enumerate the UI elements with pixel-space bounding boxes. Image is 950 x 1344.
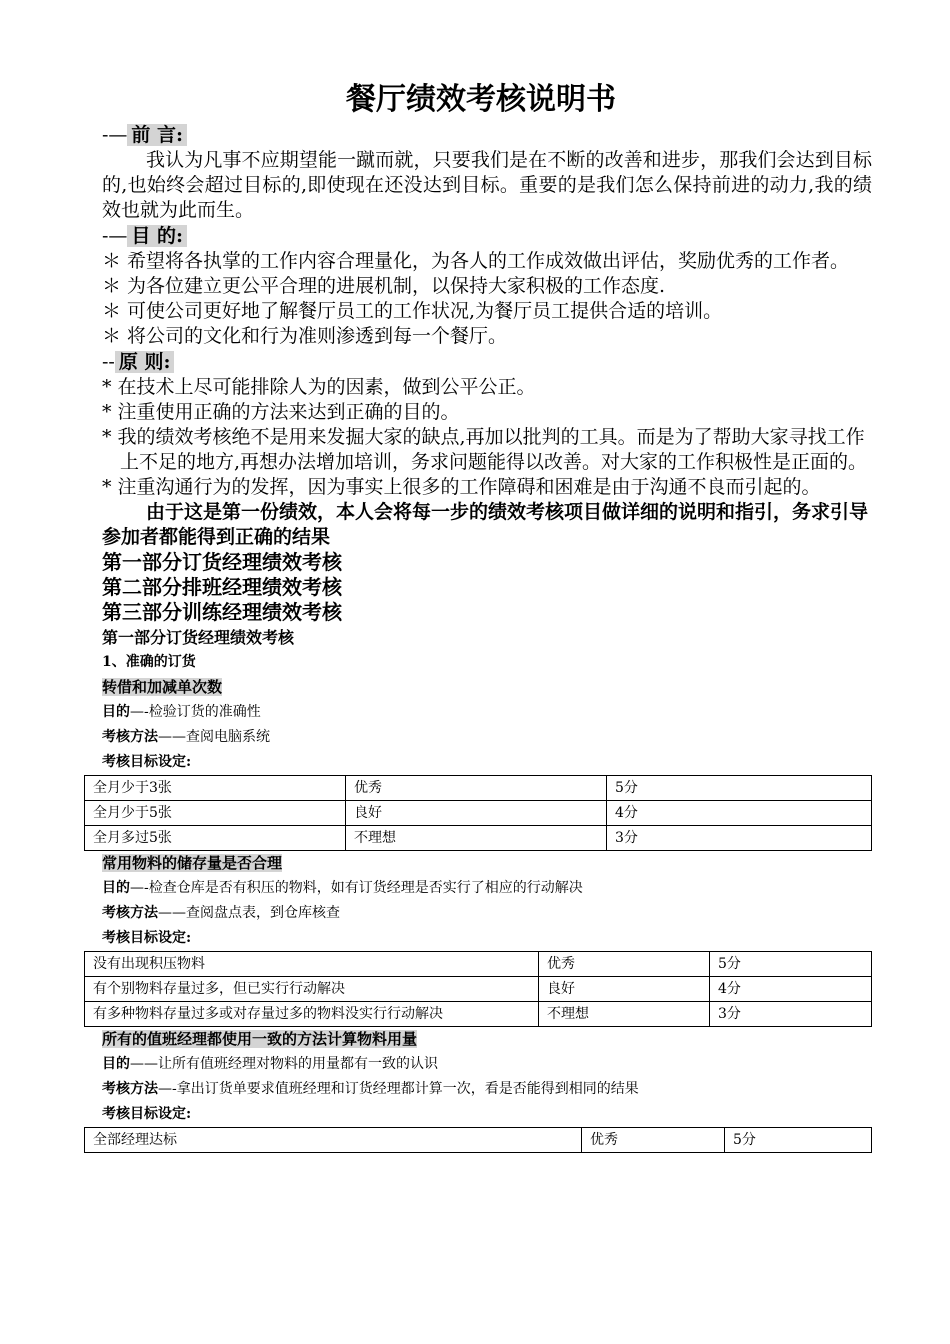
block-heading: 转借和加减单次数: [102, 678, 223, 696]
table-cell: 5分: [710, 952, 872, 977]
table-cell: 5分: [607, 776, 872, 801]
purpose-label: 目的: [102, 880, 130, 896]
preface-heading: [102, 122, 872, 148]
part-title: 第一部分订货经理绩效考核: [102, 550, 342, 574]
table-cell: 全月少于3张: [85, 776, 346, 801]
target-label: 考核目标设定:: [102, 930, 192, 946]
purpose-item: ＊ 希望将各执掌的工作内容合理量化，为各人的工作成效做出评估，奖励优秀的工作者。: [102, 250, 850, 272]
table-cell: 4分: [607, 801, 872, 826]
block-purpose: ——让所有值班经理对物料的用量都有一致的认识: [130, 1056, 438, 1072]
principle-item: * 在技术上尽可能排除人为的因素，做到公平公正。: [102, 376, 536, 398]
table-cell: 3分: [710, 1002, 872, 1027]
purpose-item: ＊ 为各位建立更公平合理的进展机制，以保持大家积极的工作态度.: [102, 275, 666, 297]
table-cell: 不理想: [346, 826, 607, 851]
block-method: ——查阅电脑系统: [158, 729, 270, 745]
score-table: [84, 951, 872, 1027]
purpose-heading: [102, 223, 872, 249]
purpose-label: 目的: [102, 1056, 130, 1072]
page-title: 餐厅绩效考核说明书: [346, 82, 616, 117]
table-cell: 没有出现积压物料: [85, 952, 539, 977]
section-label: 前 言:: [127, 124, 187, 146]
table-row: [85, 977, 872, 1002]
table-row: [85, 776, 872, 801]
section-label: 目 的:: [127, 225, 187, 247]
section-prefix: -—: [102, 124, 128, 146]
table-row: [85, 801, 872, 826]
block-method: —-拿出订货单要求值班经理和订货经理都计算一次，看是否能得到相同的结果: [158, 1081, 639, 1097]
table-cell: 有多种物料存量过多或对存量过多的物料没实行行动解决: [85, 1002, 539, 1027]
section-prefix: -—: [102, 225, 128, 247]
table-cell: 优秀: [346, 776, 607, 801]
table-cell: 良好: [346, 801, 607, 826]
principle-item: * 注重使用正确的方法来达到正确的目的。: [102, 401, 460, 423]
principle-item: * 注重沟通行为的发挥，因为事实上很多的工作障碍和困难是由于沟通不良而引起的。: [102, 476, 821, 498]
table-cell: 3分: [607, 826, 872, 851]
method-label: 考核方法: [102, 905, 158, 921]
section-prefix: --: [102, 351, 115, 373]
table-row: [85, 952, 872, 977]
table-cell: 优秀: [539, 952, 710, 977]
purpose-label: 目的: [102, 704, 130, 720]
principle-heading: [102, 349, 872, 375]
block-method: ——查阅盘点表，到仓库核查: [158, 905, 340, 921]
block-purpose: —-检验订货的准确性: [130, 704, 261, 720]
table-cell: 良好: [539, 977, 710, 1002]
table-cell: 全月少于5张: [85, 801, 346, 826]
table-row: [85, 826, 872, 851]
part-title: 第三部分训练经理绩效考核: [102, 600, 342, 624]
document-page: [93, 78, 872, 1153]
table-cell: 4分: [710, 977, 872, 1002]
table-cell: 有个别物料存量过多，但已实行行动解决: [85, 977, 539, 1002]
part-title: 第二部分排班经理绩效考核: [102, 575, 342, 599]
target-label: 考核目标设定:: [102, 754, 192, 770]
item-heading: 1、准确的订货: [102, 654, 196, 670]
purpose-item: ＊ 可使公司更好地了解餐厅员工的工作状况,为餐厅员工提供合适的培训。: [102, 300, 723, 322]
method-label: 考核方法: [102, 729, 158, 745]
table-row: [85, 1002, 872, 1027]
table-cell: 全部经理达标: [85, 1128, 582, 1153]
block-heading: 所有的值班经理都使用一致的方法计算物料用量: [102, 1030, 418, 1048]
method-label: 考核方法: [102, 1081, 158, 1097]
table-row: [85, 1128, 872, 1153]
purpose-item: ＊ 将公司的文化和行为准则渗透到每一个餐厅。: [102, 325, 508, 347]
preface-text: 我认为凡事不应期望能一蹴而就，只要我们是在不断的改善和进步，那我们会达到目标的,也始终会超过目标的,即使现在还没达到目标。重要的是我们怎么保持前进的动力,我的绩效也就为此而生。: [102, 149, 872, 221]
table-cell: 5分: [725, 1128, 872, 1153]
section-label: 原 则:: [115, 351, 175, 373]
target-label: 考核目标设定:: [102, 1106, 192, 1122]
part1-heading: 第一部分订货经理绩效考核: [102, 628, 295, 647]
table-cell: 优秀: [582, 1128, 725, 1153]
block-heading: 常用物料的储存量是否合理: [102, 854, 283, 872]
block-purpose: —-检查仓库是否有积压的物料，如有订货经理是否实行了相应的行动解决: [130, 880, 583, 896]
table-cell: 全月多过5张: [85, 826, 346, 851]
score-table: [84, 1127, 872, 1153]
note-text: 由于这是第一份绩效，本人会将每一步的绩效考核项目做详细的说明和指引，务求引导参加者都能得到正确的结果: [102, 501, 869, 548]
score-table: [84, 775, 872, 851]
table-cell: 不理想: [539, 1002, 710, 1027]
principle-item: * 我的绩效考核绝不是用来发掘大家的缺点,再加以批判的工具。而是为了帮助大家寻找工作上不足的地方,再想办法增加培训，务求问题能得以改善。对大家的工作积极性是正面的。: [102, 426, 868, 473]
